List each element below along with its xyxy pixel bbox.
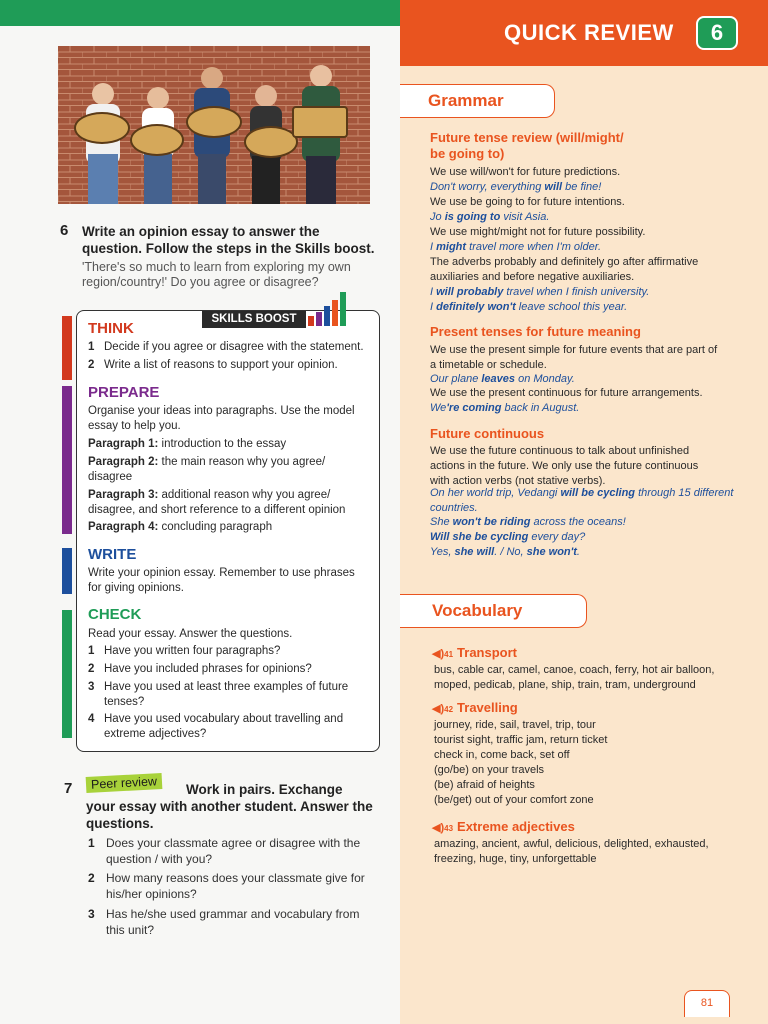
transport-heading: ◀)41 Transport bbox=[432, 645, 517, 660]
question-7-line2: your essay with another student. Answer the bbox=[86, 799, 373, 814]
page-number: 81 bbox=[684, 990, 730, 1017]
vocabulary-tab bbox=[400, 594, 587, 628]
unit-badge: 6 bbox=[696, 16, 738, 50]
travelling-heading: ◀)42 Travelling bbox=[432, 700, 518, 715]
peer-review-badge: Peer review bbox=[86, 773, 163, 793]
q7-item-2: 2 How many reasons does your classmate give for bbox=[88, 871, 365, 885]
audio-speaker-icon: ◀) bbox=[432, 703, 445, 715]
check-intro: Read your essay. Answer the questions. bbox=[88, 628, 293, 640]
check-item-3-cont: tenses? bbox=[104, 696, 145, 708]
students-photo bbox=[58, 46, 370, 204]
grammar-s2-e2: We're coming back in August. bbox=[430, 402, 580, 414]
q7-item-3: 3 Has he/she used grammar and vocabulary from bbox=[88, 907, 360, 921]
quick-review-title: QUICK REVIEW bbox=[504, 20, 674, 45]
grammar-s3-e3: Will she be cycling every day? bbox=[430, 531, 586, 543]
check-item-2: 2 Have you included phrases for opinions? bbox=[88, 663, 312, 675]
grammar-s3-t1: We use the future continuous to talk about unfinished actions in the future. We only use the future continuous with action verbs (not stative verbs). bbox=[430, 445, 699, 487]
audio-speaker-icon: ◀) bbox=[432, 648, 445, 660]
transport-words: bus, cable car, camel, canoe, coach, ferry, hot air balloon, moped, pedicab, plane, ship, train, tram, underground bbox=[434, 664, 715, 691]
check-item-3: 3 Have you used at least three examples of future bbox=[88, 681, 349, 693]
top-green-bar bbox=[0, 0, 400, 26]
audio-speaker-icon: ◀) bbox=[432, 822, 445, 834]
quote-line-2: region/country!' Do you agree or disagree? bbox=[82, 275, 319, 289]
quick-review-header bbox=[400, 0, 768, 66]
grammar-s3-e1: On her world trip, Vedangi will be cycling through 15 different countries. bbox=[430, 487, 734, 514]
write-text: Write your opinion essay. Remember to use phrases for giving opinions. bbox=[88, 567, 355, 594]
question-6-number: 6 bbox=[60, 222, 69, 239]
grammar-s1-t3: We use might/might not for future possibility. bbox=[430, 226, 646, 238]
extreme-adjectives-heading: ◀)43 Extreme adjectives bbox=[432, 819, 575, 834]
think-item-1: 1 Decide if you agree or disagree with the statement. bbox=[88, 341, 364, 353]
q7-item-1-cont: question / with you? bbox=[106, 852, 213, 866]
prepare-paragraph-1: Paragraph 1: introduction to the essay bbox=[88, 438, 287, 450]
prepare-heading: PREPARE bbox=[88, 384, 160, 401]
grammar-s1-t4: The adverbs probably and definitely go after affirmative auxiliaries and before negative auxiliaries. bbox=[430, 256, 699, 283]
q7-item-2-cont: his/her opinions? bbox=[106, 887, 197, 901]
grammar-tab-label: Grammar bbox=[428, 91, 504, 110]
quote-line-1: 'There's so much to learn from exploring my own bbox=[82, 260, 351, 274]
check-item-1: 1 Have you written four paragraphs? bbox=[88, 645, 281, 657]
think-heading: THINK bbox=[88, 320, 134, 337]
grammar-s1-t1: We use will/won't for future predictions. bbox=[430, 166, 621, 178]
grammar-s2-title: Present tenses for future meaning bbox=[430, 324, 641, 339]
question-7-line3: questions. bbox=[86, 816, 154, 831]
question-6-line1: Write an opinion essay to answer the bbox=[82, 224, 320, 239]
write-tab bbox=[62, 548, 72, 594]
grammar-s2-e1: Our plane leaves on Monday. bbox=[430, 373, 575, 385]
prepare-tab bbox=[62, 386, 72, 534]
q7-item-1: 1 Does your classmate agree or disagree with the bbox=[88, 836, 361, 850]
prepare-paragraph-3: Paragraph 3: additional reason why you agree/ disagree, and short reference to a different opinion bbox=[88, 489, 346, 516]
grammar-s3-title: Future continuous bbox=[430, 426, 545, 441]
skills-boost-bars-icon bbox=[308, 290, 356, 326]
prepare-paragraph-4: Paragraph 4: concluding paragraph bbox=[88, 521, 273, 533]
question-6-quote bbox=[82, 260, 372, 290]
think-tab bbox=[62, 316, 72, 380]
question-7-line1: Work in pairs. Exchange bbox=[186, 782, 343, 797]
grammar-tab bbox=[400, 84, 555, 118]
q7-item-3-cont: this unit? bbox=[106, 923, 155, 937]
vocabulary-tab-label: Vocabulary bbox=[432, 601, 523, 620]
grammar-s1-t2: We use be going to for future intentions. bbox=[430, 196, 625, 208]
grammar-s1-title: Future tense review (will/might/ be going to) bbox=[430, 130, 624, 161]
grammar-s2-t2: We use the present continuous for future arrangements. bbox=[430, 387, 703, 399]
check-item-4: 4 Have you used vocabulary about travelling and bbox=[88, 713, 344, 725]
grammar-s3-e4: Yes, she will. / No, she won't. bbox=[430, 546, 580, 558]
grammar-s2-t1: We use the present simple for future events that are part of a timetable or schedule. bbox=[430, 344, 718, 371]
grammar-s1-e3: I might travel more when I'm older. bbox=[430, 241, 602, 253]
grammar-s1-e5: I definitely won't leave school this year. bbox=[430, 301, 628, 313]
check-heading: CHECK bbox=[88, 606, 142, 623]
prepare-paragraph-2: Paragraph 2: the main reason why you agree/ disagree bbox=[88, 456, 326, 483]
question-6-line2: question. Follow the steps in the Skills boost. bbox=[82, 241, 375, 256]
check-tab bbox=[62, 610, 72, 738]
skills-boost-label: SKILLS BOOST bbox=[202, 311, 306, 328]
grammar-s1-e2: Jo is going to visit Asia. bbox=[430, 211, 550, 223]
grammar-s3-e2: She won't be riding across the oceans! bbox=[430, 516, 626, 528]
check-item-4-cont: extreme adjectives? bbox=[104, 728, 207, 740]
prepare-intro: Organise your ideas into paragraphs. Use the model essay to help you. bbox=[88, 405, 355, 432]
grammar-s1-e4: I will probably travel when I finish university. bbox=[430, 286, 650, 298]
think-item-2: 2 Write a list of reasons to support your opinion. bbox=[88, 359, 338, 371]
write-heading: WRITE bbox=[88, 546, 137, 563]
question-7-number: 7 bbox=[64, 780, 73, 797]
extreme-adjectives-words: amazing, ancient, awful, delicious, delighted, exhausted, freezing, huge, tiny, unforgettable bbox=[434, 838, 709, 865]
travelling-words: journey, ride, sail, travel, trip, tour tourist sight, traffic jam, return ticket check in, come back, set off (go/be) on your travels (be) afraid of heights (be/get) out of your comfort zone bbox=[434, 719, 608, 806]
grammar-s1-e1: Don't worry, everything will be fine! bbox=[430, 181, 602, 193]
